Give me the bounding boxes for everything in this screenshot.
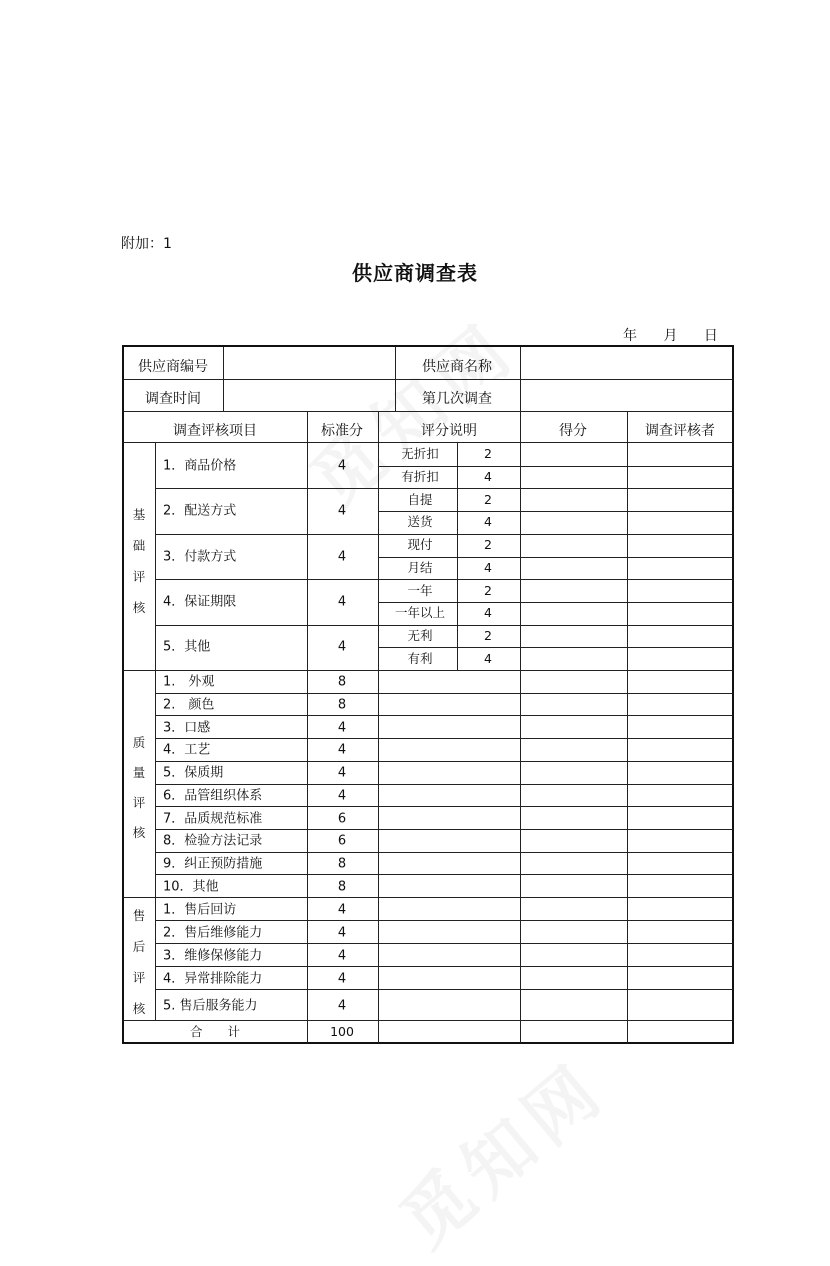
table-rule <box>520 411 521 443</box>
score-option-label: 有折扣 <box>401 468 439 484</box>
column-score-header: 得分 <box>559 423 587 439</box>
basic-item-name: 5．其他 <box>163 639 211 655</box>
table-rule <box>155 943 733 944</box>
basic-item-name: 2．配送方式 <box>163 503 237 519</box>
category-basic-label: 核 <box>132 599 146 615</box>
category-after-sales-label: 后 <box>132 938 146 954</box>
quality-item-name: 4．工艺 <box>163 742 211 758</box>
table-rule <box>378 602 733 603</box>
quality-item-standard: 8 <box>337 674 347 690</box>
table-rule <box>155 625 733 626</box>
after-sales-item-name: 2．售后维修能力 <box>163 925 263 940</box>
score-option-value: 4 <box>484 650 492 666</box>
basic-item-standard: 4 <box>337 503 347 519</box>
score-option-value: 2 <box>484 582 492 598</box>
quality-item-name: 7．品质规范标准 <box>163 811 263 827</box>
table-rule <box>123 897 733 898</box>
table-rule <box>155 966 733 967</box>
table-rule <box>155 693 733 694</box>
table-rule <box>378 466 733 467</box>
quality-item-name: 8．检验方法记录 <box>163 833 263 849</box>
table-rule <box>123 379 733 380</box>
quality-item-name: 2. 颜色 <box>163 697 215 713</box>
score-option-value: 2 <box>484 627 492 643</box>
quality-item-standard: 6 <box>337 811 347 827</box>
category-basic-label: 础 <box>132 537 146 553</box>
score-option-value: 2 <box>484 491 492 507</box>
column-explain-header: 评分说明 <box>421 423 477 439</box>
after-sales-item-standard: 4 <box>337 998 347 1013</box>
date-month: 月 <box>663 328 678 344</box>
basic-item-standard: 4 <box>337 458 347 474</box>
after-sales-item-standard: 4 <box>337 902 347 917</box>
column-reviewer-header: 调查评核者 <box>645 423 715 439</box>
page-title: 供应商调查表 <box>352 261 478 285</box>
table-rule <box>155 806 733 807</box>
after-sales-item-standard: 4 <box>337 948 347 963</box>
score-option-label: 无利 <box>407 627 433 643</box>
column-item-header: 调查评核项目 <box>173 423 257 439</box>
category-quality-label: 质 <box>132 734 146 750</box>
table-rule <box>155 761 733 762</box>
quality-item-standard: 4 <box>337 765 347 781</box>
category-after-sales-label: 售 <box>132 907 146 923</box>
quality-item-name: 5．保质期 <box>163 765 224 781</box>
quality-item-standard: 8 <box>337 856 347 872</box>
score-option-value: 4 <box>484 468 492 484</box>
after-sales-item-name: 4．异常排除能力 <box>163 971 263 986</box>
score-option-label: 无折扣 <box>401 446 439 462</box>
table-rule <box>123 411 733 412</box>
table-rule <box>307 411 308 443</box>
column-standard-header: 标准分 <box>321 423 363 439</box>
quality-item-name: 1. 外观 <box>163 674 215 690</box>
total-value: 100 <box>330 1023 354 1039</box>
table-rule <box>378 647 733 648</box>
supplier-no-label: 供应商编号 <box>138 359 208 375</box>
after-sales-item-standard: 4 <box>337 925 347 940</box>
category-after-sales-label: 评 <box>132 969 146 985</box>
table-rule <box>155 488 733 489</box>
category-quality-label: 核 <box>132 824 146 840</box>
table-rule <box>307 443 308 1043</box>
date-year: 年 <box>623 328 637 344</box>
survey-count-label: 第几次调查 <box>422 391 492 407</box>
table-rule <box>378 443 379 1043</box>
category-basic-label: 基 <box>132 506 146 522</box>
appendix-label: 附加：1 <box>121 236 172 252</box>
table-rule <box>520 443 521 1043</box>
basic-item-standard: 4 <box>337 549 347 564</box>
table-rule <box>155 989 733 990</box>
category-basic-label: 评 <box>132 568 146 584</box>
basic-item-name: 1．商品价格 <box>163 458 237 474</box>
quality-item-name: 6．品管组织体系 <box>163 788 263 804</box>
table-rule <box>155 874 733 875</box>
watermark <box>376 1035 625 1266</box>
score-option-label: 月结 <box>407 559 433 575</box>
category-quality-label: 量 <box>132 764 146 780</box>
table-rule <box>627 411 628 443</box>
category-after-sales-label: 核 <box>132 1000 146 1016</box>
basic-item-name: 4．保证期限 <box>163 594 237 610</box>
survey-time-label: 调查时间 <box>145 391 201 407</box>
score-option-label: 送货 <box>407 514 433 530</box>
total-label: 合 计 <box>189 1023 241 1039</box>
category-quality-label: 评 <box>132 794 146 810</box>
table-rule <box>520 347 521 411</box>
score-option-label: 一年 <box>407 582 433 598</box>
quality-item-name: 3．口感 <box>163 720 211 736</box>
after-sales-item-name: 5. 售后服务能力 <box>163 998 258 1013</box>
table-rule <box>123 442 733 443</box>
score-option-label: 现付 <box>407 536 433 552</box>
table-rule <box>155 829 733 830</box>
score-option-value: 4 <box>484 559 492 575</box>
score-option-value: 2 <box>484 536 492 552</box>
table-rule <box>155 920 733 921</box>
quality-item-standard: 4 <box>337 788 347 804</box>
table-rule <box>155 852 733 853</box>
table-rule <box>155 738 733 739</box>
quality-item-standard: 6 <box>337 833 347 849</box>
quality-item-standard: 4 <box>337 720 347 736</box>
after-sales-item-name: 1．售后回访 <box>163 902 237 917</box>
table-rule <box>378 411 379 443</box>
table-rule <box>155 784 733 785</box>
table-rule <box>155 534 733 535</box>
supplier-name-label: 供应商名称 <box>422 359 492 375</box>
after-sales-item-standard: 4 <box>337 971 347 986</box>
basic-item-name: 3．付款方式 <box>163 549 237 564</box>
quality-item-name: 10．其他 <box>163 879 219 895</box>
score-option-label: 自提 <box>407 491 433 507</box>
quality-item-standard: 8 <box>337 879 347 895</box>
quality-item-standard: 8 <box>337 697 347 713</box>
table-rule <box>155 579 733 580</box>
quality-item-standard: 4 <box>337 742 347 758</box>
score-option-value: 2 <box>484 446 492 462</box>
table-rule <box>378 557 733 558</box>
table-rule <box>378 511 733 512</box>
table-rule <box>155 443 156 1020</box>
score-option-label: 一年以上 <box>394 605 446 620</box>
quality-item-name: 9．纠正预防措施 <box>163 856 263 872</box>
basic-item-standard: 4 <box>337 639 347 655</box>
score-option-label: 有利 <box>407 650 433 666</box>
table-rule <box>155 715 733 716</box>
date-day: 日 <box>703 328 718 344</box>
table-rule <box>223 347 224 411</box>
score-option-value: 4 <box>484 605 492 620</box>
after-sales-item-name: 3．维修保修能力 <box>163 948 263 963</box>
table-rule <box>123 670 733 671</box>
basic-item-standard: 4 <box>337 594 347 610</box>
score-option-value: 4 <box>484 514 492 530</box>
table-rule <box>395 347 396 411</box>
table-rule <box>627 443 628 1043</box>
table-rule <box>123 1020 733 1021</box>
date-line <box>623 325 718 345</box>
